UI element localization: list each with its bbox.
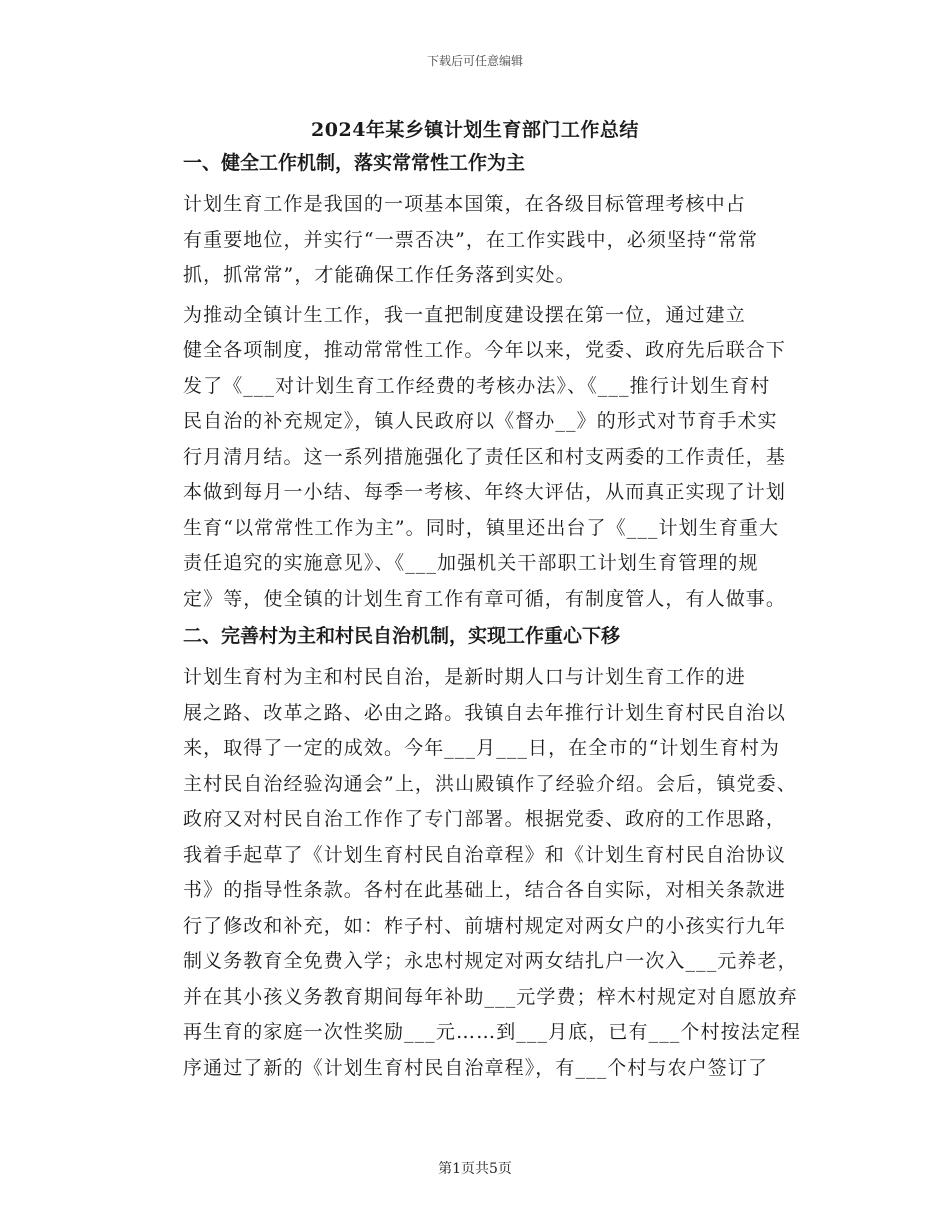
section-2-heading: 二、完善村为主和村民自治机制，实现工作重心下移 xyxy=(183,625,621,647)
section-1-paragraph-1 xyxy=(145,187,805,294)
text-line: 制义务教育全免费入学；永忠村规定对两女结扎户一次入___元养老， xyxy=(183,950,798,972)
text-line: 计划生育工作是我国的一项基本国策，在各级目标管理考核中占 xyxy=(183,193,746,215)
text-line: 政府又对村民自治工作作了专门部署。根据党委、政府的工作思路， xyxy=(183,808,787,830)
text-line: 我着手起草了《计划生育村民自治章程》和《计划生育村民自治协议 xyxy=(183,843,787,866)
text-line: 行月清月结。这一系列措施强化了责任区和村支两委的工作责任，基 xyxy=(183,445,787,468)
text-line: 生育“以常常性工作为主”。同时，镇里还出台了《___计划生育重大 xyxy=(183,516,780,539)
text-line: 行了修改和补充，如：柞子村、前塘村规定对两女户的小孩实行九年 xyxy=(183,914,787,937)
page-number: 第1页共5页 xyxy=(438,1161,512,1177)
text-line: 抓，抓常常”，才能确保工作任务落到实处。 xyxy=(183,264,576,286)
document-title: 2024年某乡镇计划生育部门工作总结 xyxy=(311,119,639,141)
text-line: 主村民自治经验沟通会”上，洪山殿镇作了经验介绍。会后，镇党委、 xyxy=(183,772,797,795)
text-line: 民自治的补充规定》，镇人民政府以《督办__》的形式对节育手术实 xyxy=(183,410,778,432)
text-line: 再生育的家庭一次性奖励___元……到___月底，已有___个村按法定程 xyxy=(183,1021,802,1043)
text-line: 来，取得了一定的成效。今年___月___日，在全市的“计划生育村为 xyxy=(183,737,781,759)
section-1-heading: 一、健全工作机制，落实常常性工作为主 xyxy=(183,152,526,174)
section-1-paragraph-2 xyxy=(145,298,805,618)
text-line: 发了《___对计划生育工作经费的考核办法》、《___推行计划生育村 xyxy=(183,374,771,397)
text-line: 为推动全镇计生工作，我一直把制度建设摆在第一位，通过建立 xyxy=(183,303,746,326)
text-line: 计划生育村为主和村民自治，是新时期人口与计划生育工作的进 xyxy=(183,666,746,688)
text-line: 有重要地位，并实行“一票否决”，在工作实践中，必须坚持“常常 xyxy=(183,228,759,251)
text-line: 展之路、改革之路、必由之路。我镇自去年推行计划生育村民自治以 xyxy=(183,701,787,724)
page-header-note: 下载后可任意编辑 xyxy=(426,54,523,68)
text-line: 书》的指导性条款。各村在此基础上，结合各自实际，对相关条款进 xyxy=(183,879,787,901)
section-2-paragraph-1 xyxy=(145,660,805,1086)
text-line: 序通过了新的《计划生育村民自治章程》，有___个村与农户签订了 xyxy=(183,1056,769,1079)
text-line: 健全各项制度，推动常常性工作。今年以来，党委、政府先后联合下 xyxy=(183,339,787,361)
document-body xyxy=(145,148,805,1090)
text-line: 本做到每月一小结、每季一考核、年终大评估，从而真正实现了计划 xyxy=(183,481,787,503)
text-line: 并在其小孩义务教育期间每年补助___元学费；梓木村规定对自愿放弃 xyxy=(183,985,798,1008)
text-line: 责任追究的实施意见》、《___加强机关干部职工计划生育管理的规 xyxy=(183,552,759,574)
text-line: 定》等，使全镇的计划生育工作有章可循，有制度管人，有人做事。 xyxy=(183,587,787,610)
